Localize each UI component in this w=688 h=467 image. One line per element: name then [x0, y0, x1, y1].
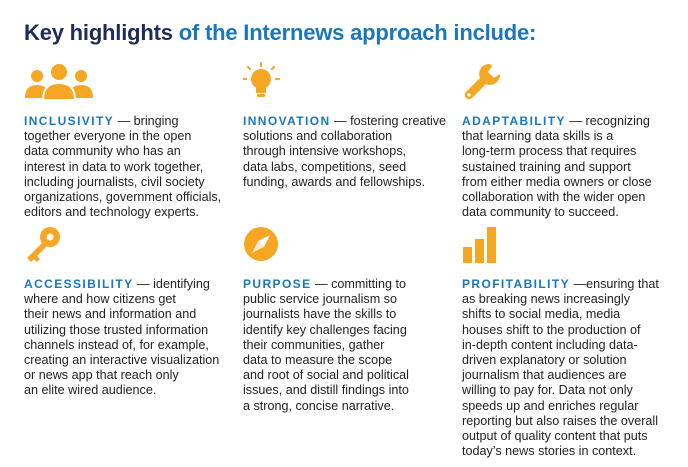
highlight-text: output of quality content that puts — [462, 429, 648, 444]
highlight-heading: ACCESSIBILITY — [24, 277, 134, 291]
highlight-text: issues, and distill findings into — [243, 383, 409, 398]
highlight-text: where and how citizens get — [24, 292, 176, 307]
highlight-text: that learning data skills is a — [462, 129, 614, 144]
highlight-text: data community who has an — [24, 144, 181, 159]
highlight-text: utilizing those trusted information — [24, 322, 209, 337]
highlight-profitability — [462, 225, 667, 459]
highlight-heading: PROFITABILITY — [462, 277, 570, 291]
highlight-text: interest in data to work together, — [24, 159, 204, 174]
page-title — [24, 20, 536, 46]
highlight-text: data to measure the scope — [243, 353, 393, 368]
highlight-text: — bringing — [114, 114, 179, 128]
highlight-text: reporting but also raises the overall — [462, 413, 659, 428]
highlight-text: houses shift to the production of — [462, 322, 641, 337]
highlight-text: — committing to — [311, 277, 406, 291]
highlight-text: including journalists, civil society — [24, 174, 205, 189]
highlight-text: solutions and collaboration — [243, 129, 393, 144]
highlight-text: in-depth content including data- — [462, 337, 638, 352]
key-icon — [24, 225, 229, 269]
highlight-text: creating an interactive visualization — [24, 353, 220, 368]
highlight-heading: ADAPTABILITY — [462, 114, 566, 128]
highlight-text: — identifying — [133, 277, 210, 291]
highlight-text: a strong, concise narrative. — [243, 398, 395, 413]
highlight-text: together everyone in the open — [24, 129, 192, 144]
highlight-text: today’s news stories in context. — [462, 444, 637, 459]
wrench-icon — [462, 62, 667, 106]
highlight-heading: PURPOSE — [243, 277, 312, 291]
highlight-text: — fostering creative — [330, 114, 447, 128]
highlight-innovation — [243, 62, 448, 190]
highlight-accessibility — [24, 225, 229, 399]
highlight-text: organizations, government officials, — [24, 190, 222, 205]
highlight-text: an elite wired audience. — [24, 383, 157, 398]
highlight-heading: INCLUSIVITY — [24, 114, 115, 128]
highlight-text: editors and technology experts. — [24, 205, 200, 220]
highlight-text: willing to pay for. Data not only — [462, 383, 633, 398]
highlight-text: sustained training and support — [462, 159, 631, 174]
title-part-1: Key highlights — [24, 20, 179, 45]
highlight-text: or news app that reach only — [24, 368, 179, 383]
highlight-text: their news and information and — [24, 307, 197, 322]
highlight-adaptability — [462, 62, 667, 220]
title-part-2: of the Internews approach include: — [178, 20, 537, 45]
highlight-text: identify key challenges facing — [243, 322, 407, 337]
highlight-text: long-term process that requires — [462, 144, 637, 159]
highlight-text: as breaking news increasingly — [462, 292, 631, 307]
highlight-text: collaboration with the wider open — [462, 190, 646, 205]
highlight-text: shifts to social media, media — [462, 307, 621, 322]
bar-chart-icon — [462, 225, 667, 269]
highlight-inclusivity — [24, 62, 229, 220]
highlight-text: journalists have the skills to — [243, 307, 397, 322]
highlight-purpose — [243, 225, 448, 414]
highlight-text: journalism that audiences are — [462, 368, 627, 383]
highlight-text: from either media owners or close — [462, 174, 652, 189]
highlight-text: through intensive workshops, — [243, 144, 407, 159]
highlight-text: channels instead of, for example, — [24, 337, 209, 352]
highlight-text: data community to succeed. — [462, 205, 619, 220]
highlight-text: public service journalism so — [243, 292, 397, 307]
highlight-text: speeds up and enriches regular — [462, 398, 639, 413]
highlight-text: their communities, gather — [243, 337, 385, 352]
compass-icon — [243, 225, 448, 269]
lightbulb-icon — [243, 62, 448, 106]
highlight-text: and root of social and political — [243, 368, 409, 383]
highlight-text: data labs, competitions, seed — [243, 159, 407, 174]
highlight-heading: INNOVATION — [243, 114, 331, 128]
highlight-text: — recognizing — [565, 114, 650, 128]
highlight-text: —ensuring that — [569, 277, 659, 291]
highlight-text: driven explanatory or solution — [462, 353, 627, 368]
highlight-text: funding, awards and fellowships. — [243, 174, 426, 189]
people-group-icon — [24, 62, 229, 106]
